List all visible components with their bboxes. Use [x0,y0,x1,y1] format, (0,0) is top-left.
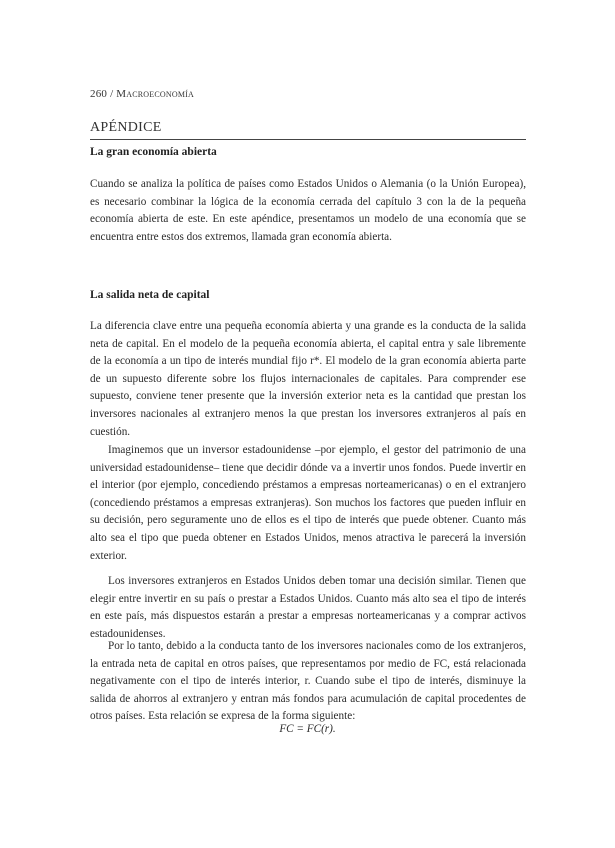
appendix-subtitle: La gran economía abierta [90,146,217,158]
body-paragraph-2: Imaginemos que un inversor estadounidense –por ejemplo, el gestor del patrimonio de una universidad estadounidense– tiene que decidir dónde va a invertir unos fondos. Puede invertir en el interior (por ejemplo, concediendo préstamos a empresas norteamericanas) o en el extranjero (concediendo préstamos a empresas extranjeras). Son muchos los factores que pueden influir en su decisión, pero seguramente uno de ellos es el tipo de interés que puede obtener. Cuanto más alto sea el tipo que pueda obtener en Estados Unidos, menos atractiva le parecerá la inversión exterior. [90,444,526,562]
section-heading: La salida neta de capital [90,289,210,301]
header-separator: / [110,88,114,100]
appendix-title: APÉNDICE [90,120,162,135]
intro-paragraph: Cuando se analiza la política de países como Estados Unidos o Alemania (o la Unión Europea), es necesario combinar la lógica de la economía cerrada del capítulo 3 con la de la pequeña economía abierta de este. En este apéndice, presentamos un modelo de una economía que se encuentra entre estos dos extremos, llamada gran economía abierta. [90,178,526,243]
body-paragraph-3: Los inversores extranjeros en Estados Unidos deben tomar una decisión similar. Tienen que elegir entre invertir en su país o prestar a Estados Unidos. Cuanto más alto sea el tipo de interés en este país, más dispuestos estarán a prestar a empresas norteamericanas y a comprar activos estadounidenses. [90,575,526,640]
page-number: 260 [90,88,108,100]
book-title: Macroeconomía [116,88,194,100]
body-paragraph-1: La diferencia clave entre una pequeña economía abierta y una grande es la conducta de la salida neta de capital. En el modelo de la pequeña economía abierta, el capital entra y sale libremente de la economía a un tipo de interés mundial fijo r*. El modelo de la gran economía abierta parte de un supuesto diferente sobre los flujos internacionales de capitales. Para comprender ese supuesto, conviene tener presente que la inversión exterior neta es la cantidad que prestan los inversores nacionales al extranjero menos la que prestan los inversores extranjeros al país en cuestión. [90,320,526,438]
body-paragraph-4: Por lo tanto, debido a la conducta tanto de los inversores nacionales como de los extranjeros, la entrada neta de capital en otros países, que representamos por medio de FC, está relacionada negativamente con el tipo de interés interior, r. Cuando sube el tipo de interés, disminuye la salida de ahorros al extranjero y entran más fondos para acumulación de capital procedentes de otros países. Esta relación se expresa de la forma siguiente: [90,640,526,723]
title-rule [90,139,526,140]
running-header [90,88,194,100]
equation: FC = FC(r). [279,723,336,735]
